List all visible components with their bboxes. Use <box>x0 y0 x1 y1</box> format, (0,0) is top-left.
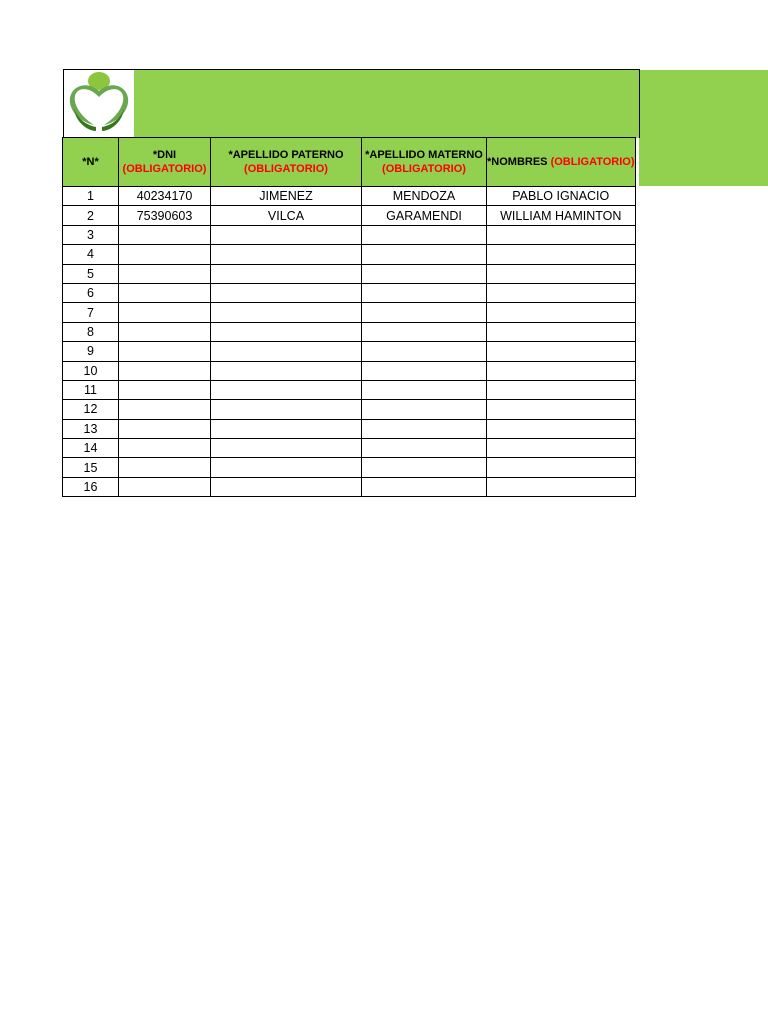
cell-apellido-paterno[interactable] <box>211 283 362 302</box>
cell-apellido-materno[interactable] <box>362 303 487 322</box>
cell-apellido-materno[interactable] <box>362 225 487 244</box>
required-note: (OBLIGATORIO) <box>122 163 207 175</box>
cell-apellido-materno[interactable]: GARAMENDI <box>362 206 487 225</box>
table-row <box>63 322 636 341</box>
cell-nombres[interactable] <box>487 400 636 419</box>
cell-dni[interactable] <box>119 342 211 361</box>
cell-n[interactable]: 7 <box>63 303 119 322</box>
cell-apellido-paterno[interactable] <box>211 322 362 341</box>
cell-n[interactable]: 14 <box>63 439 119 458</box>
table-row <box>63 225 636 244</box>
cell-apellido-materno[interactable] <box>362 342 487 361</box>
cell-apellido-paterno[interactable] <box>211 245 362 264</box>
cell-apellido-paterno[interactable] <box>211 419 362 438</box>
cell-dni[interactable] <box>119 245 211 264</box>
cell-dni[interactable] <box>119 458 211 477</box>
table-header-row <box>63 138 636 187</box>
cell-apellido-paterno[interactable] <box>211 361 362 380</box>
cell-apellido-materno[interactable] <box>362 477 487 496</box>
cell-nombres[interactable] <box>487 245 636 264</box>
cell-n[interactable]: 5 <box>63 264 119 283</box>
cell-n[interactable]: 12 <box>63 400 119 419</box>
table-row <box>63 283 636 302</box>
cell-dni[interactable] <box>119 322 211 341</box>
required-note: (OBLIGATORIO) <box>550 156 635 168</box>
cell-n[interactable]: 2 <box>63 206 119 225</box>
header-apellido-materno: *APELLIDO MATERNO (OBLIGATORIO) <box>362 138 487 187</box>
cell-n[interactable]: 10 <box>63 361 119 380</box>
cell-nombres[interactable] <box>487 458 636 477</box>
cell-apellido-paterno[interactable] <box>211 225 362 244</box>
table-row <box>63 361 636 380</box>
cell-dni[interactable] <box>119 303 211 322</box>
cell-nombres[interactable] <box>487 225 636 244</box>
cell-n[interactable]: 15 <box>63 458 119 477</box>
cell-apellido-paterno[interactable] <box>211 477 362 496</box>
sheet-header <box>63 69 640 138</box>
cell-n[interactable]: 16 <box>63 477 119 496</box>
cell-dni[interactable] <box>119 419 211 438</box>
cell-apellido-materno[interactable] <box>362 322 487 341</box>
cell-nombres[interactable]: PABLO IGNACIO <box>487 187 636 206</box>
header-green-band <box>639 70 768 186</box>
cell-nombres[interactable] <box>487 342 636 361</box>
cell-apellido-materno[interactable] <box>362 361 487 380</box>
cell-n[interactable]: 13 <box>63 419 119 438</box>
cell-n[interactable]: 11 <box>63 380 119 399</box>
cell-apellido-paterno[interactable]: VILCA <box>211 206 362 225</box>
cell-nombres[interactable] <box>487 419 636 438</box>
table-row <box>63 342 636 361</box>
header-dni: *DNI (OBLIGATORIO) <box>119 138 211 187</box>
cell-nombres[interactable] <box>487 439 636 458</box>
cell-apellido-materno[interactable] <box>362 400 487 419</box>
cell-apellido-materno[interactable] <box>362 419 487 438</box>
table-row <box>63 206 636 225</box>
cell-n[interactable]: 9 <box>63 342 119 361</box>
cell-n[interactable]: 4 <box>63 245 119 264</box>
cell-n[interactable]: 1 <box>63 187 119 206</box>
cell-apellido-paterno[interactable] <box>211 458 362 477</box>
cell-nombres[interactable] <box>487 322 636 341</box>
cell-n[interactable]: 6 <box>63 283 119 302</box>
cell-nombres[interactable] <box>487 380 636 399</box>
cell-dni[interactable]: 75390603 <box>119 206 211 225</box>
cell-dni[interactable] <box>119 283 211 302</box>
required-note: (OBLIGATORIO) <box>244 163 328 175</box>
header-apellido-paterno: *APELLIDO PATERNO (OBLIGATORIO) <box>211 138 362 187</box>
cell-dni[interactable] <box>119 439 211 458</box>
cell-nombres[interactable] <box>487 283 636 302</box>
cell-apellido-paterno[interactable] <box>211 303 362 322</box>
cell-dni[interactable]: 40234170 <box>119 187 211 206</box>
required-note: (OBLIGATORIO) <box>382 163 466 175</box>
cell-apellido-materno[interactable] <box>362 264 487 283</box>
table-row <box>63 264 636 283</box>
table-row <box>63 245 636 264</box>
cell-dni[interactable] <box>119 380 211 399</box>
logo <box>64 70 134 138</box>
cell-nombres[interactable] <box>487 477 636 496</box>
table-row <box>63 380 636 399</box>
header-nombres: *NOMBRES (OBLIGATORIO) <box>487 138 636 187</box>
cell-apellido-materno[interactable] <box>362 283 487 302</box>
table-row <box>63 419 636 438</box>
header-n: *N* <box>63 138 119 187</box>
cell-apellido-paterno[interactable] <box>211 380 362 399</box>
cell-dni[interactable] <box>119 225 211 244</box>
cell-dni[interactable] <box>119 400 211 419</box>
cell-apellido-paterno[interactable] <box>211 264 362 283</box>
cell-dni[interactable] <box>119 361 211 380</box>
table-row <box>63 400 636 419</box>
heart-hands-logo-icon <box>66 71 132 137</box>
cell-apellido-materno[interactable] <box>362 245 487 264</box>
cell-nombres[interactable] <box>487 303 636 322</box>
cell-apellido-materno[interactable] <box>362 439 487 458</box>
cell-nombres[interactable] <box>487 361 636 380</box>
cell-apellido-paterno[interactable] <box>211 439 362 458</box>
table-row <box>63 303 636 322</box>
table-row <box>63 477 636 496</box>
cell-n[interactable]: 3 <box>63 225 119 244</box>
cell-apellido-paterno[interactable] <box>211 400 362 419</box>
cell-nombres[interactable]: WILLIAM HAMINTON <box>487 206 636 225</box>
cell-apellido-materno[interactable] <box>362 380 487 399</box>
table-row <box>63 458 636 477</box>
cell-apellido-paterno[interactable]: JIMENEZ <box>211 187 362 206</box>
cell-n[interactable]: 8 <box>63 322 119 341</box>
cell-dni[interactable] <box>119 264 211 283</box>
cell-apellido-paterno[interactable] <box>211 342 362 361</box>
cell-nombres[interactable] <box>487 264 636 283</box>
cell-apellido-materno[interactable]: MENDOZA <box>362 187 487 206</box>
table-row <box>63 439 636 458</box>
cell-dni[interactable] <box>119 477 211 496</box>
registration-table <box>62 137 636 497</box>
cell-apellido-materno[interactable] <box>362 458 487 477</box>
table-row <box>63 187 636 206</box>
